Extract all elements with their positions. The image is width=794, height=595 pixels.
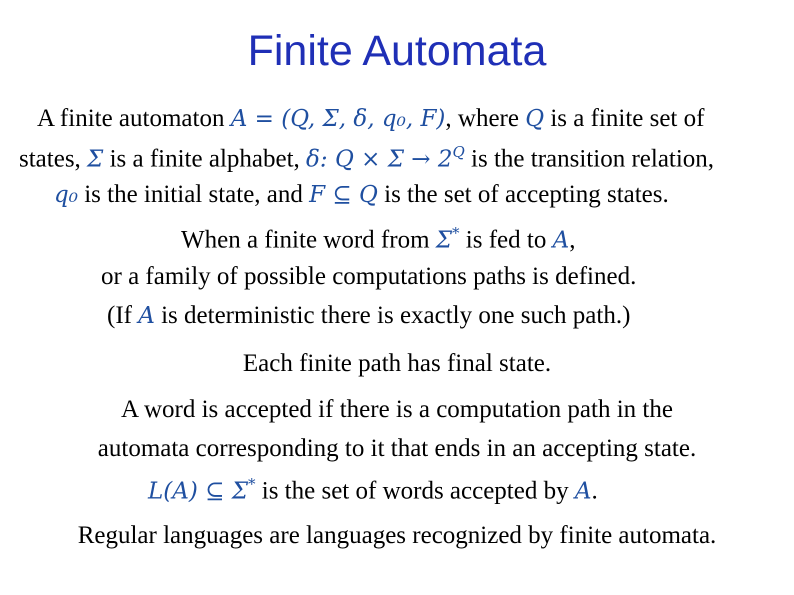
acceptance-sentence-line-1: A word is accepted if there is a computation path in the [121,396,673,423]
definition-text: states, [19,145,88,173]
definition-line-3 [54,182,669,207]
definition-line-2 [19,145,714,171]
language-text: . [591,477,598,505]
page-title: Finite Automata [247,27,547,75]
language-formula: L(A) ⊆ Σ [148,478,248,505]
automaton-symbol: A [552,227,570,254]
state-set-symbol: Q [525,106,545,132]
definition-text: is a finite set of [544,105,705,132]
definition-text: is the set of accepting states. [377,181,669,208]
alphabet-symbol: Σ [87,146,104,173]
computation-line-3 [107,303,630,328]
computation-line-1 [181,226,575,252]
sigma-star-symbol: Σ [435,227,453,254]
automaton-tuple-formula: A = (Q, Σ, δ, q₀, F) [230,106,446,132]
definition-text: A finite automaton [37,105,231,132]
final-state-sentence: Each finite path has final state. [242,350,552,377]
transition-relation-superscript: Q [452,143,465,161]
definition-text: is a finite alphabet, [103,145,307,173]
initial-state-symbol: q₀ [54,182,78,208]
definition-text: is the transition relation, [464,145,715,173]
transition-relation-formula: δ: Q × Σ → 2 [306,146,453,173]
computation-text: (If [107,302,139,329]
automaton-symbol: A [138,303,155,329]
acceptance-sentence-line-2: automata corresponding to it that ends in an accepting state. [97,435,697,462]
kleene-star-superscript: * [248,475,256,493]
computation-text: When a finite word from [181,226,436,254]
computation-text: is fed to [459,226,553,254]
language-definition-line [148,477,598,503]
computation-text: is deterministic there is exactly one such path.) [154,302,631,329]
regular-languages-sentence: Regular languages are languages recognized by finite automata. [77,522,717,549]
definition-text: is the initial state, and [77,181,310,208]
definition-text: , where [445,105,526,132]
computation-line-2: or a family of possible computations paths is defined. [101,263,637,290]
computation-text: , [569,226,576,254]
kleene-star-superscript: * [452,224,460,242]
definition-line-1 [37,106,704,131]
language-text: is the set of words accepted by [255,477,575,505]
accepting-states-formula: F ⊆ Q [309,182,378,208]
automaton-symbol: A [574,478,592,505]
